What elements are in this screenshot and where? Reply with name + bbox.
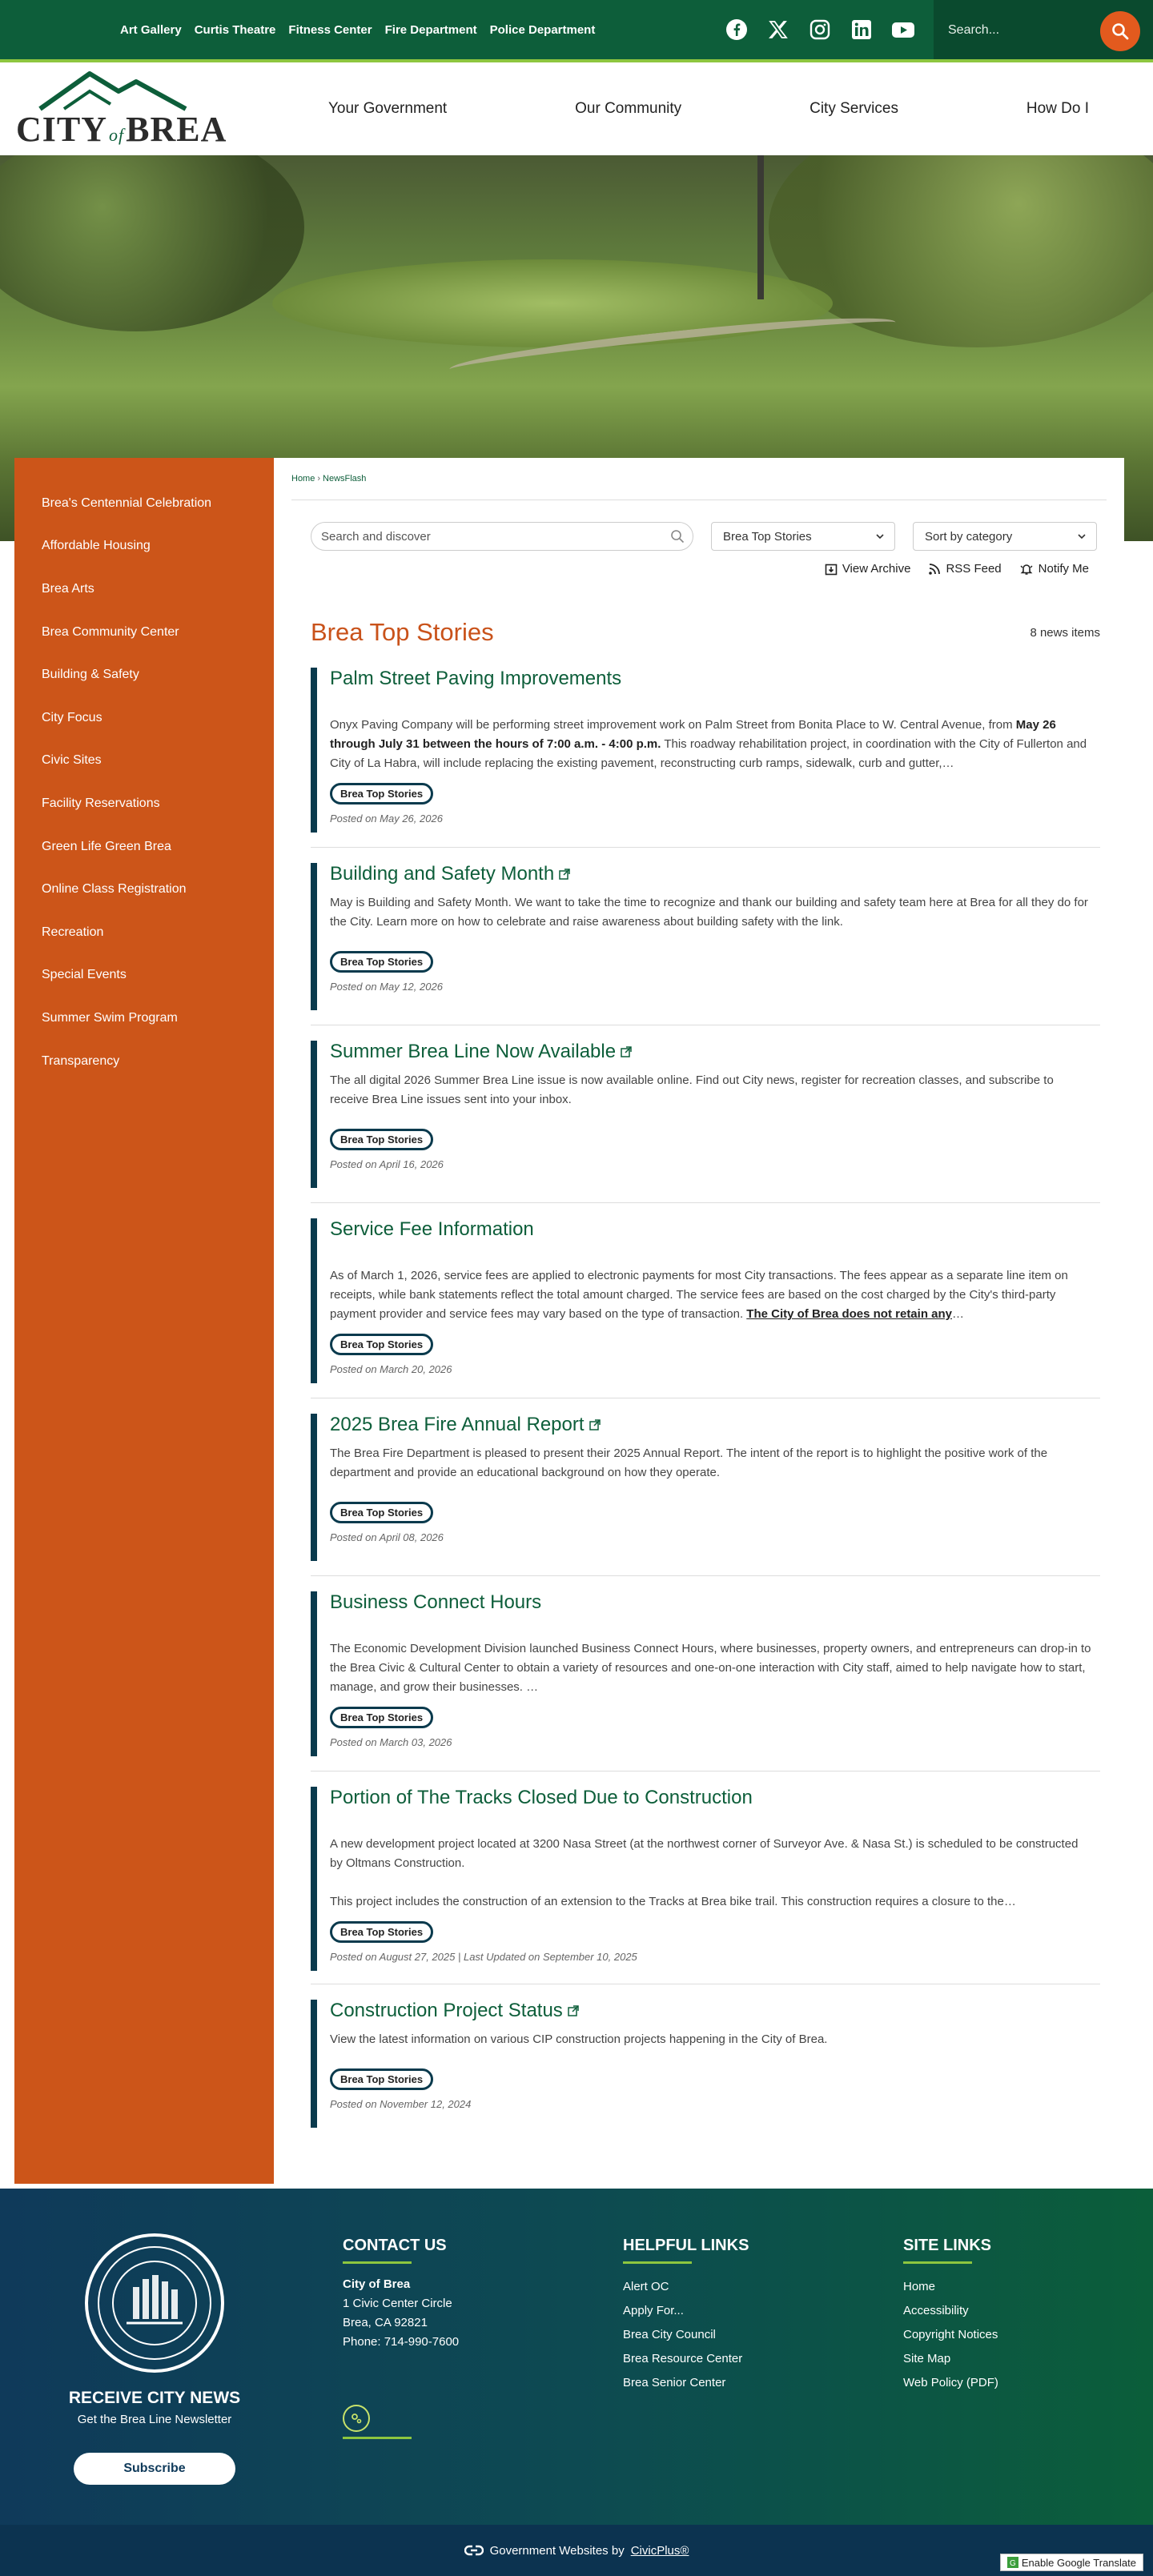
external-link-icon <box>621 1046 632 1057</box>
newsletter-signup: RECEIVE CITY NEWS Get the Brea Line Newsletter <box>68 2389 241 2426</box>
site-links: SITE LINKS Home Accessibility Copyright Notices Site Map Web Policy (PDF) <box>903 2237 1127 2395</box>
category-tag[interactable]: Brea Top Stories <box>330 1707 433 1728</box>
news-accent-bar <box>311 2000 317 2128</box>
sidebar-item-facility-reservations[interactable]: Facility Reservations <box>42 796 160 810</box>
sidebar-item-community-center[interactable]: Brea Community Center <box>42 624 179 639</box>
news-item <box>311 2000 1100 2128</box>
settings-icon[interactable] <box>343 2405 370 2432</box>
view-archive-link[interactable]: View Archive <box>825 562 911 576</box>
facebook-icon[interactable] <box>725 18 749 42</box>
quick-link-curtis-theatre[interactable]: Curtis Theatre <box>194 23 276 37</box>
google-translate-button[interactable]: G Enable Google Translate <box>1000 2554 1143 2571</box>
main-content <box>274 458 1124 2184</box>
youtube-icon[interactable] <box>891 18 915 42</box>
news-item <box>311 863 1100 1010</box>
logo-wordmark: CITYofBREA <box>16 110 227 149</box>
category-tag[interactable]: Brea Top Stories <box>330 1129 433 1150</box>
posted-date: Posted on March 20, 2026 <box>330 1363 452 1375</box>
news-item <box>311 1041 1100 1188</box>
posted-date: Posted on May 12, 2026 <box>330 981 443 993</box>
news-summary-continued: This project includes the construction of an extension to the Tracks at Brea bike trail. This construction requires a closure to the… <box>330 1895 1016 1908</box>
news-search-box <box>311 522 693 551</box>
quick-link-fire-department[interactable]: Fire Department <box>384 23 477 37</box>
search-icon[interactable] <box>670 529 685 544</box>
footer-link-apply-for[interactable]: Apply For... <box>623 2304 684 2317</box>
top-bar <box>0 0 1153 62</box>
posted-date: Posted on November 12, 2024 <box>330 2098 472 2110</box>
nav-our-community[interactable]: Our Community <box>575 100 682 117</box>
nav-your-government[interactable]: Your Government <box>327 100 448 117</box>
site-footer <box>0 2189 1153 2525</box>
footer-link-home[interactable]: Home <box>903 2280 936 2293</box>
footer-link-accessibility[interactable]: Accessibility <box>903 2304 969 2317</box>
news-summary: The Economic Development Division launched Business Connect Hours, where businesses, property owners, and entrepreneurs can drop-in to the Brea Civic & Cultural Center to obtain a variety of resources and one-on-one interaction with City staff, aimed to help navigate how to start, manage, and grow their businesses. … <box>330 1642 1091 1694</box>
divider <box>311 1771 1100 1772</box>
external-link-icon <box>589 1419 601 1430</box>
civicplus-link[interactable]: CivicPlus® <box>630 2543 689 2558</box>
sidebar-item-brea-arts[interactable]: Brea Arts <box>42 581 94 596</box>
news-summary: The Brea Fire Department is pleased to present their 2025 Annual Report. The intent of the report is to highlight the positive work of the department and provide an educational background on how they operate. <box>330 1446 1048 1479</box>
category-tag[interactable]: Brea Top Stories <box>330 1334 433 1355</box>
news-accent-bar <box>311 1787 317 1971</box>
rss-feed-link[interactable]: RSS Feed <box>928 562 1001 576</box>
sidebar-item-special-events[interactable]: Special Events <box>42 968 127 982</box>
breadcrumb-home[interactable]: Home <box>291 474 315 484</box>
sidebar-nav <box>14 458 274 2184</box>
news-list-header <box>311 618 1100 650</box>
social-links <box>725 18 915 42</box>
translate-icon <box>1007 2557 1018 2568</box>
news-title-link[interactable]: Construction Project Status <box>330 2000 1094 2022</box>
footer-link-alert-oc[interactable]: Alert OC <box>623 2280 669 2293</box>
news-actions <box>825 562 1089 576</box>
news-item <box>311 668 1100 833</box>
chevron-down-icon <box>875 532 885 540</box>
news-accent-bar <box>311 668 317 833</box>
footer-link-site-map[interactable]: Site Map <box>903 2352 951 2365</box>
sidebar-item-summer-swim[interactable]: Summer Swim Program <box>42 1010 178 1025</box>
posted-date: Posted on March 03, 2026 <box>330 1736 452 1748</box>
news-summary: Onyx Paving Company will be performing street improvement work on Palm Street from Bonita Place to W. Central Avenue, from May 26 through July 31 between the hours of 7:00 a.m. - 4:00 p.m. This roadway rehabilitation project, in coordination with the City of Fullerton and City of La Habra, will include replacing the existing pavement, reconstructing curb ramps, sidewalk, curb and gutter,… <box>330 718 1087 770</box>
city-seal-icon <box>85 2233 224 2373</box>
quick-links <box>120 0 608 60</box>
city-logo[interactable] <box>16 69 227 149</box>
posted-date: Posted on April 16, 2026 <box>330 1158 444 1170</box>
sidebar-item-online-class[interactable]: Online Class Registration <box>42 882 187 897</box>
sidebar-item-centennial[interactable]: Brea's Centennial Celebration <box>42 496 212 510</box>
news-count: 8 news items <box>1030 626 1100 640</box>
footer-link-resource-center[interactable]: Brea Resource Center <box>623 2352 743 2365</box>
sidebar-item-city-focus[interactable]: City Focus <box>42 710 102 724</box>
civicplus-logo-icon <box>464 2544 484 2557</box>
subscribe-button[interactable]: Subscribe <box>74 2453 235 2485</box>
divider <box>311 1575 1100 1576</box>
divider <box>311 847 1100 848</box>
notify-me-link[interactable]: Notify Me <box>1019 562 1089 576</box>
news-accent-bar <box>311 1041 317 1188</box>
news-summary: A new development project located at 3200 Nasa Street (at the northwest corner of Surveyor Ave. & Nasa St.) is scheduled to be constructed by Oltmans Construction. <box>330 1837 1079 1870</box>
site-search-button[interactable] <box>1100 11 1140 51</box>
category-tag[interactable]: Brea Top Stories <box>330 951 433 973</box>
helpful-links: HELPFUL LINKS Alert OC Apply For... Brea City Council Brea Resource Center Brea Senior Center <box>623 2237 847 2395</box>
news-summary: As of March 1, 2026, service fees are applied to electronic payments for most City transactions. The fees appear as a separate line item on receipts, while bank statements reflect the total amount charged. The service fees are based on the cost charged by the City's third-party payment provider and service fees may vary based on the type of transaction. The City of Brea does not retain any… <box>330 1269 1068 1321</box>
quick-link-police-department[interactable]: Police Department <box>489 23 596 37</box>
news-title-link[interactable]: Business Connect Hours <box>330 1591 542 1613</box>
news-title-link[interactable]: Building and Safety Month <box>330 863 1094 885</box>
breadcrumb: Home › NewsFlash <box>291 474 367 484</box>
instagram-icon[interactable] <box>808 18 832 42</box>
posted-date: Posted on April 08, 2026 <box>330 1531 444 1543</box>
news-title-link[interactable]: Portion of The Tracks Closed Due to Construction <box>330 1787 753 1808</box>
category-tag[interactable]: Brea Top Stories <box>330 1921 433 1943</box>
news-title-link[interactable]: Summer Brea Line Now Available <box>330 1041 1094 1063</box>
main-nav <box>264 62 1153 155</box>
sidebar-item-green-life[interactable]: Green Life Green Brea <box>42 839 171 853</box>
linkedin-icon[interactable] <box>850 18 874 42</box>
svg-text:G: G <box>1009 2559 1016 2568</box>
news-accent-bar <box>311 1414 317 1561</box>
news-summary: May is Building and Safety Month. We want to take the time to recognize and thank our building and safety team here at Brea for all they do for the City. Learn more on how to celebrate and raise awareness about building safety with the link. <box>330 896 1088 929</box>
category-tag[interactable]: Brea Top Stories <box>330 783 433 804</box>
rss-icon <box>928 563 941 576</box>
news-accent-bar <box>311 1218 317 1383</box>
site-header <box>0 62 1153 155</box>
search-icon <box>1111 22 1129 40</box>
news-item <box>311 1787 1100 1971</box>
x-icon[interactable] <box>766 18 790 42</box>
news-title-link[interactable]: Service Fee Information <box>330 1218 534 1240</box>
posted-date: Posted on May 26, 2026 <box>330 813 443 825</box>
site-search <box>934 0 1153 62</box>
contact-us: CONTACT US City of Brea 1 Civic Center Circle Brea, CA 92821 Phone: 714-990-7600 <box>343 2237 460 2349</box>
footer-link-senior-center[interactable]: Brea Senior Center <box>623 2376 726 2389</box>
nav-city-services[interactable]: City Services <box>810 100 898 117</box>
news-summary: View the latest information on various CIP construction projects happening in the City of Brea. <box>330 2032 828 2046</box>
external-link-icon <box>568 2005 579 2016</box>
external-link-icon <box>559 869 570 880</box>
category-select[interactable]: Brea Top Stories <box>711 522 895 551</box>
news-item <box>311 1414 1100 1561</box>
posted-date: Posted on August 27, 2025 | Last Updated on September 10, 2025 <box>330 1951 637 1963</box>
quick-link-art-gallery[interactable]: Art Gallery <box>120 23 182 37</box>
breadcrumb-current[interactable]: NewsFlash <box>323 474 367 484</box>
news-title-link[interactable]: Palm Street Paving Improvements <box>330 668 622 689</box>
sort-select[interactable]: Sort by category <box>913 522 1097 551</box>
credits-bar: Government Websites by CivicPlus® G Enable Google Translate <box>0 2525 1153 2576</box>
news-title-link[interactable]: 2025 Brea Fire Annual Report <box>330 1414 1094 1436</box>
news-summary: The all digital 2026 Summer Brea Line issue is now available online. Find out City news, register for recreation classes, and subscribe to receive Brea Line issues sent into your inbox. <box>330 1073 1054 1106</box>
footer-link-web-policy[interactable]: Web Policy (PDF) <box>903 2376 998 2389</box>
site-search-input[interactable] <box>948 18 1092 43</box>
news-item <box>311 1218 1100 1383</box>
bell-icon <box>1019 563 1034 576</box>
quick-link-fitness-center[interactable]: Fitness Center <box>288 23 372 37</box>
category-tag[interactable]: Brea Top Stories <box>330 1502 433 1523</box>
sidebar-item-affordable-housing[interactable]: Affordable Housing <box>42 539 151 553</box>
sidebar-item-civic-sites[interactable]: Civic Sites <box>42 753 102 768</box>
news-search-input[interactable] <box>321 528 657 544</box>
news-accent-bar <box>311 863 317 1010</box>
news-filters <box>311 522 1107 554</box>
sidebar-item-building-safety[interactable]: Building & Safety <box>42 668 139 682</box>
sidebar-item-recreation[interactable]: Recreation <box>42 925 104 939</box>
sidebar-item-transparency[interactable]: Transparency <box>42 1053 120 1068</box>
nav-how-do-i[interactable]: How Do I <box>1026 100 1090 117</box>
divider <box>311 1202 1100 1203</box>
footer-link-city-council[interactable]: Brea City Council <box>623 2328 716 2341</box>
page-title: Brea Top Stories <box>311 618 494 646</box>
news-item <box>311 1591 1100 1756</box>
news-accent-bar <box>311 1591 317 1756</box>
footer-link-copyright[interactable]: Copyright Notices <box>903 2328 998 2341</box>
category-tag[interactable]: Brea Top Stories <box>330 2068 433 2090</box>
archive-icon <box>825 563 838 576</box>
chevron-down-icon <box>1077 532 1087 540</box>
